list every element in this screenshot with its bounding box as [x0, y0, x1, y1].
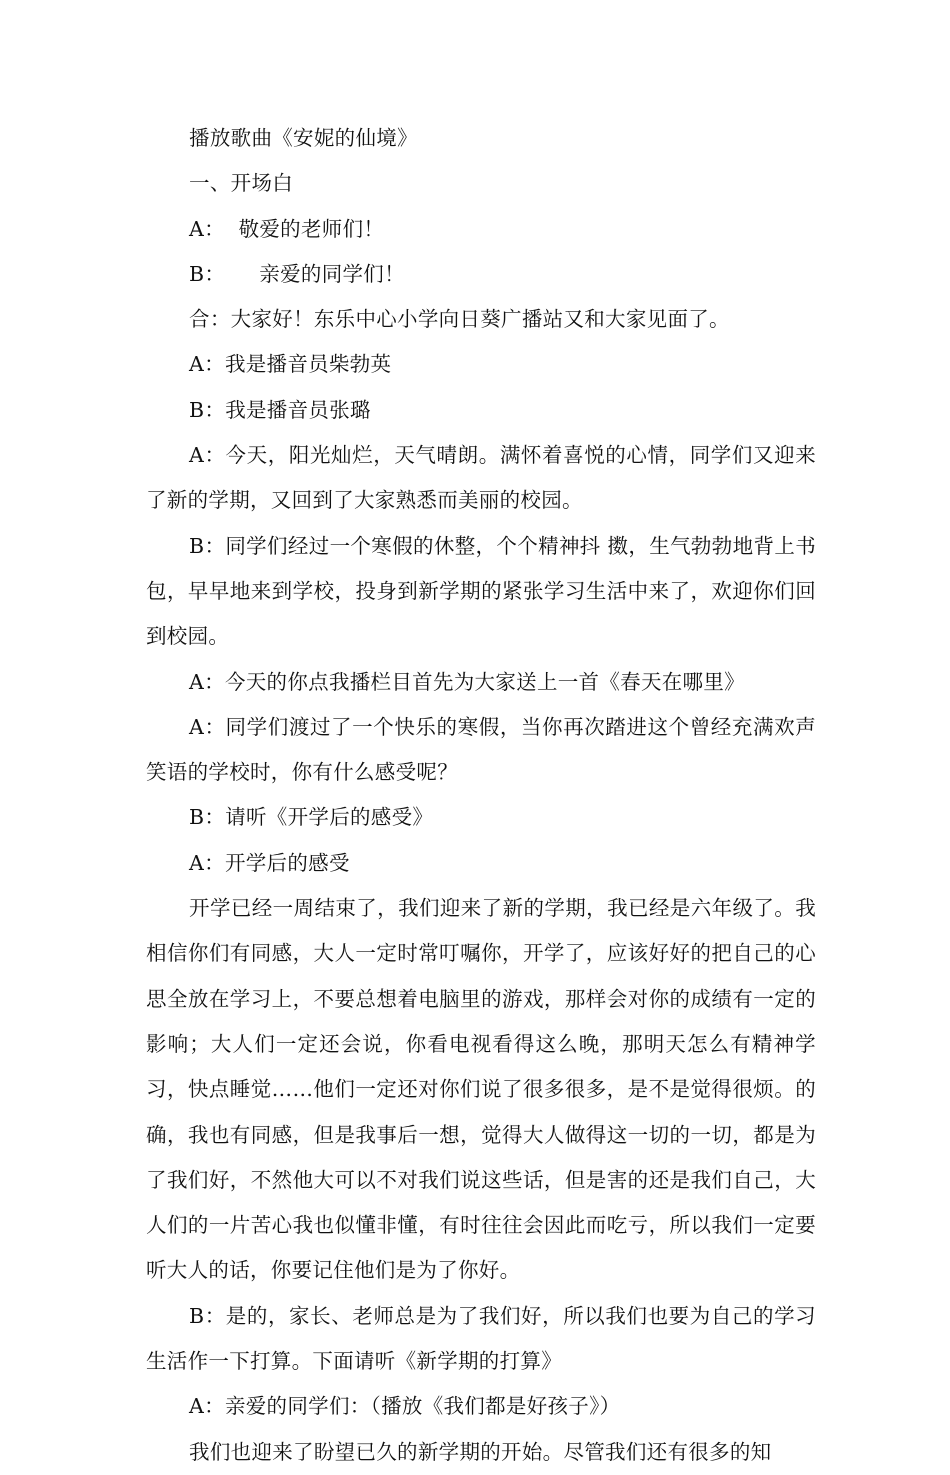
paragraph-line: A：今天，阳光灿烂，天气晴朗。满怀着喜悦的心情，同学们又迎来了新的学期，又回到了大家熟悉而美丽的校园。	[146, 443, 816, 513]
paragraph-line: B：请听《开学后的感受》	[189, 805, 434, 830]
paragraph-line: A：今天的你点我播栏目首先为大家送上一首《春天在哪里》	[189, 669, 745, 694]
paragraph-line: B：同学们经过一个寒假的休整，个个精神抖 擞，生气勃勃地背上书包，早早地来到学校，投身到新学期的紧张学习生活中来了，欢迎你们回到校园。	[146, 533, 816, 649]
paragraph-line: A：开学后的感受	[189, 850, 350, 875]
paragraph-line: 我们也迎来了盼望已久的新学期的开始。尽管我们还有很多的知	[189, 1439, 772, 1464]
paragraph-line: B： 亲爱的同学们！	[189, 261, 405, 286]
paragraph-line: A：亲爱的同学们：（播放《我们都是好孩子》）	[189, 1394, 621, 1419]
section-heading-opening: 一、开场白	[189, 171, 294, 196]
document-body	[146, 116, 816, 1475]
paragraph-essay: 开学已经一周结束了，我们迎来了新的学期，我已经是六年级了。我相信你们有同感，大人一定时常叮嘱你，开学了，应该好好的把自己的心思全放在学习上，不要总想着电脑里的游戏，那样会对你的成绩有一定的影响；大人们一定还会说，你看电视看得这么晚，那明天怎么有精神学习，快点睡觉……他们一定还对你们说了很多很多，是不是觉得很烦。的确，我也有同感，但是我事后一想，觉得大人做得这一切的一切，都是为了我们好，不然他大可以不对我们说这些话，但是害的还是我们自己，大人们的一片苦心我也似懂非懂，有时往往会因此而吃亏，所以我们一定要听大人的话，你要记住他们是为了你好。	[146, 896, 816, 1283]
paragraph-line: 合：大家好！东乐中心小学向日葵广播站又和大家见面了。	[189, 307, 730, 332]
paragraph-line: A： 敬爱的老师们！	[189, 216, 385, 241]
paragraph-line: B：是的，家长、老师总是为了我们好，所以我们也要为自己的学习生活作一下打算。下面请听《新学期的打算》	[146, 1303, 816, 1374]
paragraph-line: A：同学们渡过了一个快乐的寒假，当你再次踏进这个曾经充满欢声笑语的学校时，你有什么感受呢？	[146, 714, 816, 785]
paragraph-line: B：我是播音员张璐	[189, 397, 371, 422]
paragraph-line: A：我是播音员柴勃英	[189, 352, 392, 377]
paragraph-song-intro: 播放歌曲《安妮的仙境》	[189, 126, 418, 150]
